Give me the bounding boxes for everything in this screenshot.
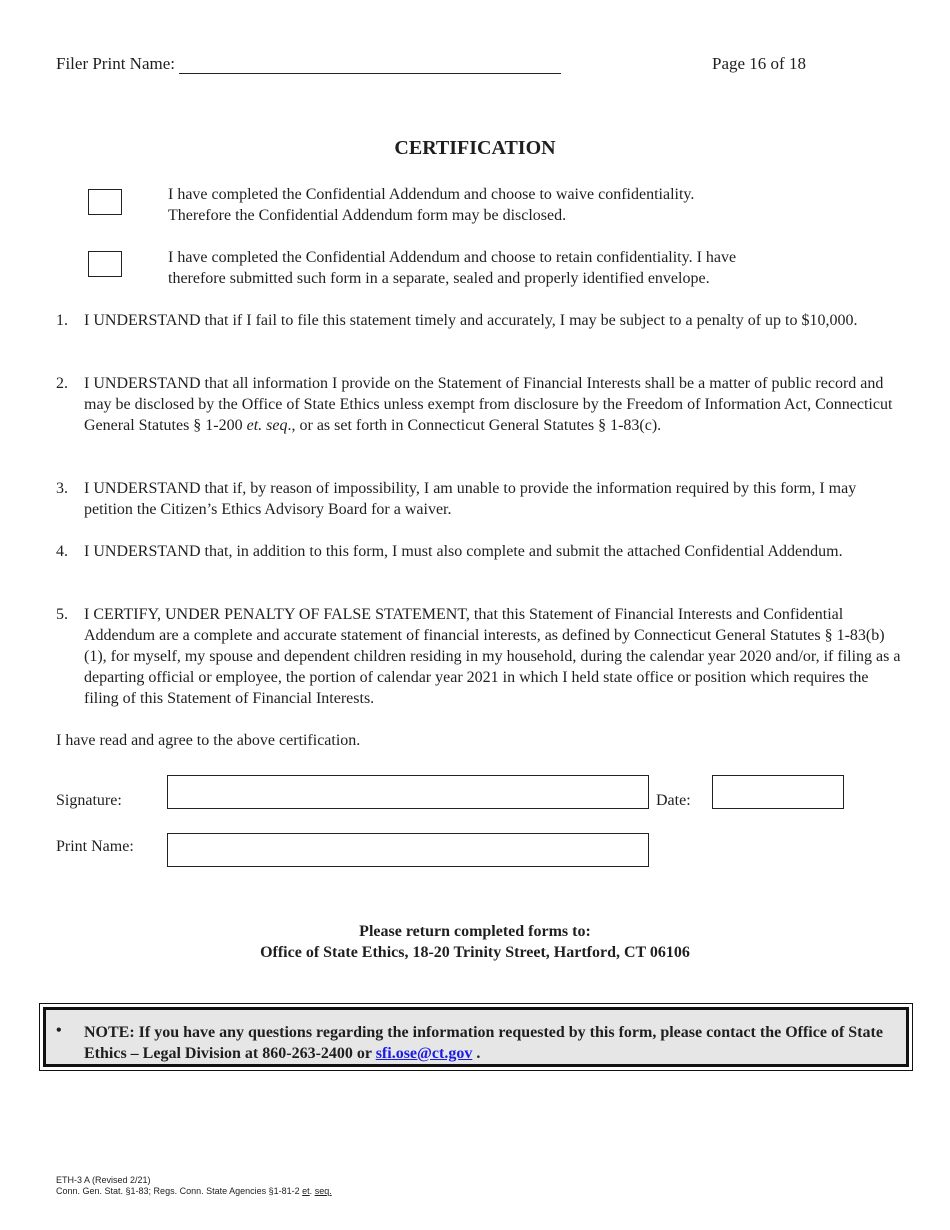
page-title: CERTIFICATION	[394, 137, 556, 159]
citation-et: et	[302, 1186, 310, 1196]
item-1-text: I UNDERSTAND that if I fail to file this statement timely and accurately, I may be subject to a penalty of up to $10,000.	[84, 312, 858, 329]
item-2-number: 2.	[56, 375, 68, 392]
waive-text-line2: Therefore the Confidential Addendum form may be disclosed.	[168, 207, 567, 224]
note-box-inner	[43, 1007, 909, 1067]
return-line1: Please return completed forms to:	[359, 923, 591, 940]
retain-confidentiality-text	[168, 247, 868, 289]
waive-confidentiality-checkbox[interactable]	[88, 189, 122, 215]
form-footer	[56, 1175, 332, 1197]
citation-seq: seq.	[314, 1186, 332, 1196]
signature-label: Signature:	[56, 792, 122, 809]
item-4-number: 4.	[56, 543, 68, 560]
note-text	[84, 1022, 902, 1064]
print-name-label: Print Name:	[56, 838, 134, 855]
item-2-text-b: ., or as set forth in Connecticut General Statutes § 1-83(c).	[287, 417, 662, 434]
item-4-text: I UNDERSTAND that, in addition to this form, I must also complete and submit the attached Confidential Addendum.	[84, 543, 843, 560]
item-5-text: I CERTIFY, UNDER PENALTY OF FALSE STATEMENT, that this Statement of Financial Interests and Confidential Addendum are a complete and accurate statement of financial interests, as defined by Connecticut General Statutes § 1-83(b)(1), for myself, my spouse and dependent children residing in my household, during the calendar year 2020 and/or, if filing as a departing official or employee, the portion of calendar year 2021 in which I held state office or position which requires the filing of this Statement of Financial Interests.	[84, 606, 901, 707]
item-2-text-italic: et. seq	[246, 417, 288, 434]
date-field[interactable]	[712, 775, 844, 809]
item-2-text	[84, 373, 904, 436]
note-bullet-icon: •	[56, 1022, 62, 1039]
return-line2: Office of State Ethics, 18-20 Trinity Street, Hartford, CT 06106	[260, 944, 690, 961]
email-link[interactable]: sfi.ose@ct.gov	[375, 1045, 473, 1062]
waive-text-line1: I have completed the Confidential Addendum and choose to waive confidentiality.	[168, 186, 695, 203]
page-indicator: Page 16 of 18	[712, 54, 806, 73]
filer-print-name-label: Filer Print Name:	[56, 54, 175, 73]
citation-dot: .	[309, 1186, 315, 1196]
retain-text-line1: I have completed the Confidential Addendum and choose to retain confidentiality. I have	[168, 249, 737, 266]
filer-print-name-line[interactable]	[179, 57, 561, 74]
item-3-text: I UNDERSTAND that if, by reason of impossibility, I am unable to provide the information required by this form, I may petition the Citizen’s Ethics Advisory Board for a waiver.	[84, 480, 857, 518]
filer-print-name-row	[56, 54, 561, 74]
note-end: .	[472, 1045, 481, 1062]
item-5-number: 5.	[56, 606, 68, 623]
citation-prefix: Conn. Gen. Stat. §1-83; Regs. Conn. State Agencies §1-81-2	[56, 1186, 303, 1196]
print-name-field[interactable]	[167, 833, 649, 867]
waive-confidentiality-text	[168, 184, 868, 226]
form-citation	[56, 1186, 332, 1197]
return-address-block	[0, 921, 950, 963]
item-2-text-a: I UNDERSTAND that all information I provide on the Statement of Financial Interests shall be a matter of public record and may be disclosed by the Office of State Ethics unless exempt from disclosure by the Freedom of Information Act, Connecticut General Statutes § 1-200	[84, 375, 893, 434]
item-1-number: 1.	[56, 312, 68, 329]
form-id: ETH-3 A (Revised 2/21)	[56, 1175, 151, 1185]
agree-statement: I have read and agree to the above certification.	[56, 732, 361, 749]
retain-confidentiality-checkbox[interactable]	[88, 251, 122, 277]
item-3-number: 3.	[56, 480, 68, 497]
note-box	[39, 1003, 913, 1071]
note-body: NOTE: If you have any questions regarding the information requested by this form, please contact the Office of State Ethics – Legal Division at 860-263-2400 or	[84, 1024, 883, 1062]
retain-text-line2: therefore submitted such form in a separate, sealed and properly identified envelope.	[168, 270, 710, 287]
signature-field[interactable]	[167, 775, 649, 809]
date-label: Date:	[656, 792, 691, 809]
